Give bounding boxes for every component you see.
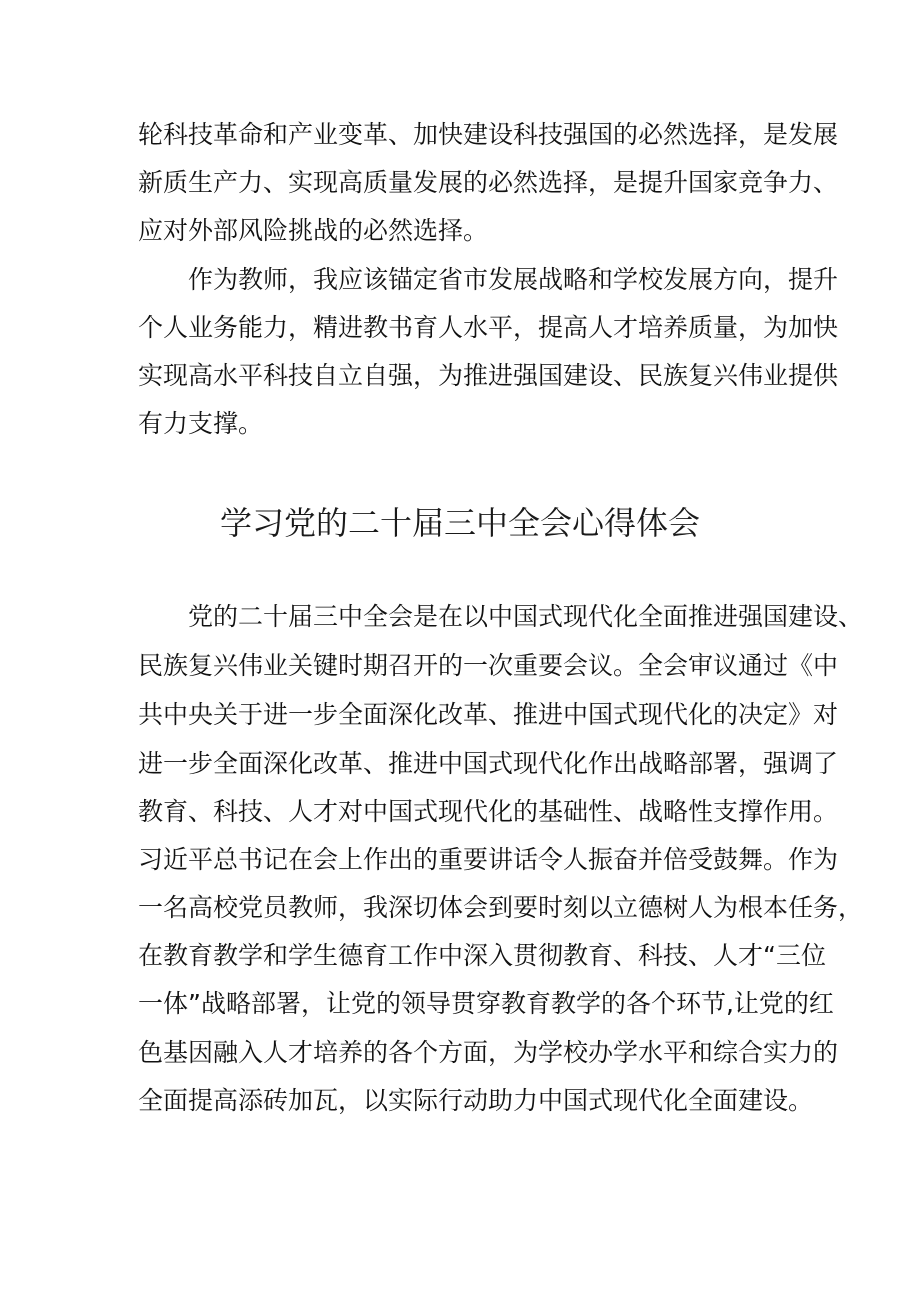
paragraph-2-line-3: 实现高水平科技自立自强，为推进强国建设、民族复兴伟业提供 xyxy=(138,361,839,390)
paragraph-3-line-9: 一体”战略部署，让党的领导贯穿教育教学的各个环节,让党的红 xyxy=(138,989,834,1018)
paragraph-3-line-11: 全面提高添砖加瓦，以实际行动助力中国式现代化全面建设。 xyxy=(138,1086,814,1115)
paragraph-2-line-2: 个人业务能力，精进教书育人水平，提高人才培养质量，为加快 xyxy=(138,313,839,342)
paragraph-3-line-8: 在教育教学和学生德育工作中深入贯彻教育、科技、人才“三位 xyxy=(138,941,826,970)
paragraph-2-line-4: 有力支撑。 xyxy=(138,409,264,438)
paragraph-1-line-1: 轮科技革命和产业变革、加快建设科技强国的必然选择，是发展 xyxy=(138,120,839,149)
paragraph-2-line-1: 作为教师，我应该锚定省市发展战略和学校发展方向，提升 xyxy=(138,265,839,294)
paragraph-3-line-1: 党的二十届三中全会是在以中国式现代化全面推进强国建设、 xyxy=(138,602,864,631)
paragraph-1-line-3: 应对外部风险挑战的必然选择。 xyxy=(138,216,489,245)
paragraph-3-line-4: 进一步全面深化改革、推进中国式现代化作出战略部署，强调了 xyxy=(138,749,839,778)
paragraph-1-line-2: 新质生产力、实现高质量发展的必然选择，是提升国家竞争力、 xyxy=(138,168,839,197)
section-heading: 学习党的二十届三中全会心得体会 xyxy=(219,504,700,542)
paragraph-3-line-5: 教育、科技、人才对中国式现代化的基础性、战略性支撑作用。 xyxy=(138,797,839,826)
paragraph-3-line-10: 色基因融入人才培养的各个方面，为学校办学水平和综合实力的 xyxy=(138,1038,839,1067)
paragraph-3-line-3: 共中央关于进一步全面深化改革、推进中国式现代化的决定》对 xyxy=(138,700,839,729)
paragraph-3-line-2: 民族复兴伟业关键时期召开的一次重要会议。全会审议通过《中 xyxy=(138,651,839,680)
paragraph-3-line-7: 一名高校党员教师，我深切体会到要时刻以立德树人为根本任务， xyxy=(138,893,864,922)
paragraph-3-line-6: 习近平总书记在会上作出的重要讲话令人振奋并倍受鼓舞。作为 xyxy=(138,845,839,874)
